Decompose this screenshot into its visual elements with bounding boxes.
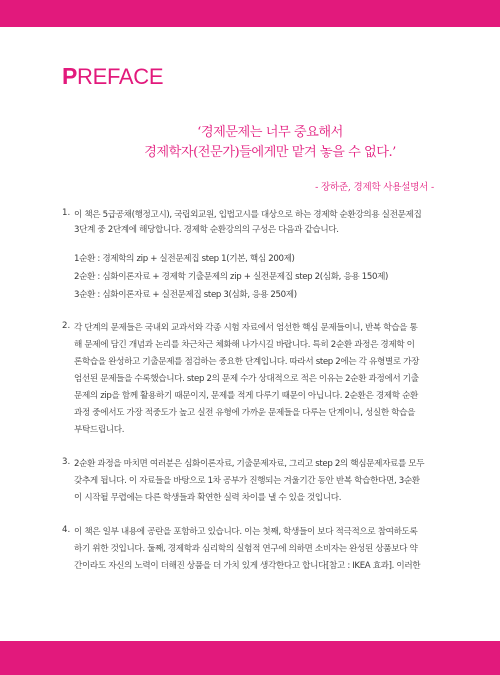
quote-line-2: 경제학자(전문가)들에게만 맡겨 놓을 수 없다.’ — [144, 145, 396, 160]
paragraph-line: 2순환 과정을 마치면 여러분은 심화이론자료, 기출문제자료, 그리고 step 2의 핵심문제자료를 모두 — [74, 459, 425, 469]
item-number: 3. — [62, 457, 71, 467]
paragraph-line: 과정 중에서도 가장 적중도가 높고 실전 유형에 가까운 문제들을 다루는 단계이니, 성실한 학습을 — [74, 408, 416, 418]
paragraph-line: 각 단계의 문제들은 국내외 교과서와 각종 시험 자료에서 엄선한 핵심 문제들이니, 반복 학습을 통 — [74, 323, 418, 333]
page-title: PREFACE — [62, 63, 164, 89]
paragraph-line: 엄선된 문제들을 수록했습니다. step 2의 문제 수가 상대적으로 적은 이유는 2순환 과정에서 기출 — [74, 374, 419, 384]
list-item: 3순환 : 심화이론자료 + 실전문제집 step 3(심화, 응용 250제) — [74, 290, 297, 300]
paragraph-line: 해 문제에 담긴 개념과 논리를 차근차근 체화해 나가시길 바랍니다. 특히 2순환 과정은 경제학 이 — [74, 340, 415, 350]
paragraph-line: 이 책은 일부 내용에 공란을 포함하고 있습니다. 이는 첫째, 학생들이 보다 적극적으로 참여하도록 — [74, 527, 418, 537]
item-number: 1. — [62, 208, 71, 218]
quote-attribution: - 장하준, 경제학 사용설명서 - — [315, 182, 434, 193]
paragraph-line: 3단계 중 2단계에 해당합니다. 경제학 순환강의의 구성은 다음과 같습니다. — [74, 225, 339, 235]
paragraph-line: 간이라도 자신의 노력이 더해진 상품을 더 가치 있게 생각한다고 합니다[참고 : IKEA 효과]. 이러한 — [74, 561, 421, 571]
item-number: 4. — [62, 525, 71, 535]
paragraph-line: 문제의 zip을 함께 활용하기 때문이지, 문제를 적게 다루기 때문이 아닙니다. 2순환은 경제학 순환 — [74, 391, 418, 401]
top-color-band — [0, 0, 500, 27]
list-item: 1순환 : 경제학의 zip + 실전문제집 step 1(기본, 핵심 200제) — [74, 254, 295, 264]
paragraph-line: 하기 위한 것입니다. 둘째, 경제학과 심리학의 실험적 연구에 의하면 소비자는 완성된 상품보다 약 — [74, 544, 418, 554]
bottom-color-band — [0, 641, 500, 675]
paragraph-line: 이 책은 5급공채(행정고시), 국립외교원, 입법고시를 대상으로 하는 경제학 순환강의용 실전문제집 — [74, 210, 422, 220]
paragraph-line: 부탁드립니다. — [74, 425, 125, 435]
paragraph-line: 론학습을 완성하고 기출문제를 점검하는 중요한 단계입니다. 따라서 step 2에는 각 유형별로 가장 — [74, 357, 420, 367]
list-item: 2순환 : 심화이론자료 + 경제학 기출문제의 zip + 실전문제집 step 2(심화, 응용 150제) — [74, 272, 389, 282]
item-number: 2. — [62, 321, 71, 331]
quote-line-1: ‘경제문제는 너무 중요해서 — [197, 125, 343, 140]
paragraph-line: 갖추게 됩니다. 이 자료들을 바탕으로 1차 공부가 진행되는 겨울기간 동안 반복 학습한다면, 3순환 — [74, 476, 420, 486]
paragraph-line: 이 시작될 무렵에는 다른 학생들과 확연한 실력 차이를 낼 수 있을 것입니다. — [74, 493, 342, 503]
